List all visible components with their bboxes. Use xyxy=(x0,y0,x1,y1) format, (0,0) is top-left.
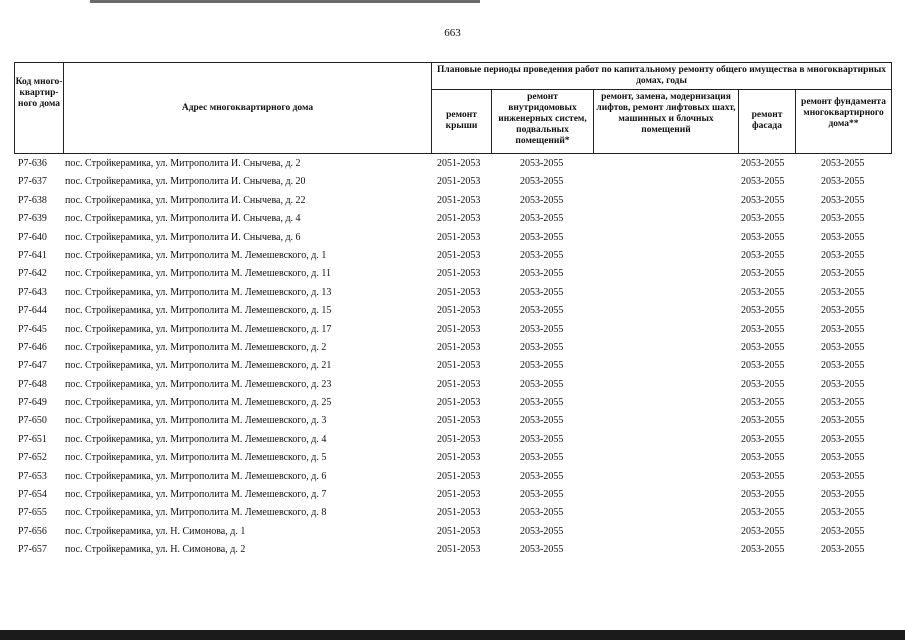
cell-address: пос. Стройкерамика, ул. Митрополита М. Лемешевского, д. 25 xyxy=(65,397,332,409)
table-row xyxy=(14,265,892,283)
cell-roof: 2051-2053 xyxy=(437,341,481,353)
cell-foundation: 2053-2055 xyxy=(821,305,865,317)
cell-code: Р7-651 xyxy=(18,433,47,445)
cell-facade: 2053-2055 xyxy=(741,415,785,427)
cell-roof: 2051-2053 xyxy=(437,158,481,169)
cell-foundation: 2053-2055 xyxy=(821,268,865,280)
cell-code: Р7-641 xyxy=(18,249,47,261)
cell-foundation: 2053-2055 xyxy=(821,158,865,169)
cell-facade: 2053-2055 xyxy=(741,268,785,280)
cell-address: пос. Стройкерамика, ул. Митрополита И. Снычева, д. 6 xyxy=(65,231,301,243)
cell-facade: 2053-2055 xyxy=(741,507,785,519)
cell-engineering: 2053-2055 xyxy=(520,286,564,298)
cell-roof: 2051-2053 xyxy=(437,544,481,556)
cell-engineering: 2053-2055 xyxy=(520,249,564,261)
cell-code: Р7-656 xyxy=(18,525,47,537)
table-row xyxy=(14,504,892,522)
cell-facade: 2053-2055 xyxy=(741,525,785,537)
cell-code: Р7-647 xyxy=(18,360,47,372)
cell-foundation: 2053-2055 xyxy=(821,323,865,335)
cell-code: Р7-637 xyxy=(18,176,47,188)
cell-engineering: 2053-2055 xyxy=(520,507,564,519)
table-row xyxy=(14,155,892,173)
cell-roof: 2051-2053 xyxy=(437,489,481,501)
cell-facade: 2053-2055 xyxy=(741,433,785,445)
cell-facade: 2053-2055 xyxy=(741,489,785,501)
cell-code: Р7-645 xyxy=(18,323,47,335)
cell-roof: 2051-2053 xyxy=(437,433,481,445)
cell-facade: 2053-2055 xyxy=(741,194,785,206)
header-roof: ремонт крыши xyxy=(445,110,478,131)
cell-code: Р7-646 xyxy=(18,341,47,353)
cell-facade: 2053-2055 xyxy=(741,213,785,225)
cell-engineering: 2053-2055 xyxy=(520,341,564,353)
cell-roof: 2051-2053 xyxy=(437,452,481,464)
cell-code: Р7-644 xyxy=(18,305,47,317)
cell-address: пос. Стройкерамика, ул. Митрополита М. Лемешевского, д. 8 xyxy=(65,507,327,519)
table-row xyxy=(14,486,892,504)
cell-code: Р7-650 xyxy=(18,415,47,427)
table-row xyxy=(14,394,892,412)
cell-foundation: 2053-2055 xyxy=(821,415,865,427)
header-engineering: ремонт внутридомовых инженерных систем, подвальных помещений* xyxy=(498,92,587,146)
cell-facade: 2053-2055 xyxy=(741,176,785,188)
cell-address: пос. Стройкерамика, ул. Митрополита М. Лемешевского, д. 13 xyxy=(65,286,332,298)
table-row xyxy=(14,247,892,265)
cell-engineering: 2053-2055 xyxy=(520,470,564,482)
cell-address: пос. Стройкерамика, ул. Митрополита М. Лемешевского, д. 7 xyxy=(65,489,327,501)
page-number: 663 xyxy=(444,27,461,39)
cell-code: Р7-653 xyxy=(18,470,47,482)
table-row xyxy=(14,210,892,228)
cell-roof: 2051-2053 xyxy=(437,213,481,225)
cell-foundation: 2053-2055 xyxy=(821,397,865,409)
table-row xyxy=(14,321,892,339)
cell-facade: 2053-2055 xyxy=(741,397,785,409)
cell-engineering: 2053-2055 xyxy=(520,194,564,206)
table-row xyxy=(14,449,892,467)
cell-code: Р7-642 xyxy=(18,268,47,280)
cell-code: Р7-655 xyxy=(18,507,47,519)
cell-facade: 2053-2055 xyxy=(741,470,785,482)
cell-engineering: 2053-2055 xyxy=(520,176,564,188)
header-lift: ремонт, замена, модернизация лифтов, ремонт лифтовых шахт, машинных и блочных помещений xyxy=(596,92,736,135)
cell-roof: 2051-2053 xyxy=(437,360,481,372)
cell-foundation: 2053-2055 xyxy=(821,360,865,372)
cell-facade: 2053-2055 xyxy=(741,249,785,261)
cell-facade: 2053-2055 xyxy=(741,323,785,335)
table-row xyxy=(14,173,892,191)
cell-engineering: 2053-2055 xyxy=(520,158,564,169)
table-row xyxy=(14,412,892,430)
header-address: Адрес многоквартирного дома xyxy=(181,103,314,113)
cell-address: пос. Стройкерамика, ул. Н. Симонова, д. 1 xyxy=(65,525,246,537)
cell-foundation: 2053-2055 xyxy=(821,213,865,225)
cell-foundation: 2053-2055 xyxy=(821,378,865,390)
header-divider-address xyxy=(431,63,432,154)
cell-address: пос. Стройкерамика, ул. Митрополита М. Лемешевского, д. 23 xyxy=(65,378,332,390)
table-row xyxy=(14,376,892,394)
cell-engineering: 2053-2055 xyxy=(520,268,564,280)
table-row xyxy=(14,357,892,375)
cell-code: Р7-657 xyxy=(18,544,47,556)
cell-roof: 2051-2053 xyxy=(437,415,481,427)
cell-code: Р7-639 xyxy=(18,213,47,225)
cell-code: Р7-643 xyxy=(18,286,47,298)
header-periods: Плановые периоды проведения работ по капитальному ремонту общего имущества в многоквартирных домах, годы xyxy=(437,65,886,86)
cell-roof: 2051-2053 xyxy=(437,194,481,206)
table-row xyxy=(14,192,892,210)
cell-roof: 2051-2053 xyxy=(437,323,481,335)
cell-address: пос. Стройкерамика, ул. Митрополита М. Лемешевского, д. 17 xyxy=(65,323,332,335)
table-row xyxy=(14,302,892,320)
cell-address: пос. Стройкерамика, ул. Митрополита М. Лемешевского, д. 3 xyxy=(65,415,327,427)
cell-engineering: 2053-2055 xyxy=(520,305,564,317)
header-subdivider xyxy=(431,89,892,90)
cell-engineering: 2053-2055 xyxy=(520,433,564,445)
cell-facade: 2053-2055 xyxy=(741,452,785,464)
header-code: Код много-квартир-ного дома xyxy=(15,77,63,109)
cell-engineering: 2053-2055 xyxy=(520,452,564,464)
header-border-right xyxy=(891,63,892,154)
table-row xyxy=(14,541,892,559)
cell-roof: 2051-2053 xyxy=(437,397,481,409)
cell-foundation: 2053-2055 xyxy=(821,433,865,445)
cell-address: пос. Стройкерамика, ул. Митрополита М. Лемешевского, д. 1 xyxy=(65,249,327,261)
table-row xyxy=(14,284,892,302)
header-facade: ремонт фасада xyxy=(751,110,783,131)
cell-facade: 2053-2055 xyxy=(741,378,785,390)
table-row xyxy=(14,229,892,247)
cell-foundation: 2053-2055 xyxy=(821,544,865,556)
cell-address: пос. Стройкерамика, ул. Митрополита М. Лемешевского, д. 4 xyxy=(65,433,327,445)
cell-foundation: 2053-2055 xyxy=(821,231,865,243)
cell-code: Р7-652 xyxy=(18,452,47,464)
cell-address: пос. Стройкерамика, ул. Митрополита М. Лемешевского, д. 15 xyxy=(65,305,332,317)
cell-code: Р7-654 xyxy=(18,489,47,501)
table-body xyxy=(14,155,892,560)
cell-engineering: 2053-2055 xyxy=(520,525,564,537)
table-row xyxy=(14,523,892,541)
cell-roof: 2051-2053 xyxy=(437,305,481,317)
cell-roof: 2051-2053 xyxy=(437,525,481,537)
scan-top-edge xyxy=(90,0,480,3)
cell-engineering: 2053-2055 xyxy=(520,213,564,225)
table-header xyxy=(14,62,892,154)
cell-facade: 2053-2055 xyxy=(741,286,785,298)
cell-roof: 2051-2053 xyxy=(437,176,481,188)
cell-engineering: 2053-2055 xyxy=(520,415,564,427)
cell-address: пос. Стройкерамика, ул. Митрополита М. Лемешевского, д. 2 xyxy=(65,341,327,353)
table-row xyxy=(14,431,892,449)
cell-address: пос. Стройкерамика, ул. Митрополита И. Снычева, д. 20 xyxy=(65,176,306,188)
cell-foundation: 2053-2055 xyxy=(821,341,865,353)
cell-foundation: 2053-2055 xyxy=(821,194,865,206)
cell-engineering: 2053-2055 xyxy=(520,544,564,556)
cell-address: пос. Стройкерамика, ул. Митрополита М. Лемешевского, д. 11 xyxy=(65,268,331,280)
cell-code: Р7-638 xyxy=(18,194,47,206)
cell-engineering: 2053-2055 xyxy=(520,378,564,390)
cell-engineering: 2053-2055 xyxy=(520,360,564,372)
cell-engineering: 2053-2055 xyxy=(520,323,564,335)
cell-address: пос. Стройкерамика, ул. Н. Симонова, д. 2 xyxy=(65,544,246,556)
cell-facade: 2053-2055 xyxy=(741,360,785,372)
cell-foundation: 2053-2055 xyxy=(821,452,865,464)
cell-engineering: 2053-2055 xyxy=(520,397,564,409)
scan-bottom-edge xyxy=(0,630,905,640)
cell-code: Р7-636 xyxy=(18,158,47,169)
cell-address: пос. Стройкерамика, ул. Митрополита И. Снычева, д. 22 xyxy=(65,194,306,206)
cell-roof: 2051-2053 xyxy=(437,470,481,482)
cell-address: пос. Стройкерамика, ул. Митрополита М. Лемешевского, д. 5 xyxy=(65,452,327,464)
cell-roof: 2051-2053 xyxy=(437,286,481,298)
cell-facade: 2053-2055 xyxy=(741,341,785,353)
cell-address: пос. Стройкерамика, ул. Митрополита М. Лемешевского, д. 6 xyxy=(65,470,327,482)
cell-foundation: 2053-2055 xyxy=(821,249,865,261)
cell-foundation: 2053-2055 xyxy=(821,176,865,188)
cell-engineering: 2053-2055 xyxy=(520,231,564,243)
cell-roof: 2051-2053 xyxy=(437,378,481,390)
cell-foundation: 2053-2055 xyxy=(821,525,865,537)
cell-code: Р7-649 xyxy=(18,397,47,409)
cell-address: пос. Стройкерамика, ул. Митрополита М. Лемешевского, д. 21 xyxy=(65,360,332,372)
cell-foundation: 2053-2055 xyxy=(821,470,865,482)
cell-roof: 2051-2053 xyxy=(437,249,481,261)
cell-foundation: 2053-2055 xyxy=(821,286,865,298)
cell-foundation: 2053-2055 xyxy=(821,507,865,519)
cell-roof: 2051-2053 xyxy=(437,268,481,280)
cell-roof: 2051-2053 xyxy=(437,231,481,243)
cell-facade: 2053-2055 xyxy=(741,305,785,317)
cell-facade: 2053-2055 xyxy=(741,158,785,169)
cell-facade: 2053-2055 xyxy=(741,544,785,556)
cell-roof: 2051-2053 xyxy=(437,507,481,519)
cell-address: пос. Стройкерамика, ул. Митрополита И. Снычева, д. 2 xyxy=(65,158,301,169)
cell-address: пос. Стройкерамика, ул. Митрополита И. Снычева, д. 4 xyxy=(65,213,301,225)
table-row xyxy=(14,468,892,486)
header-foundation: ремонт фундамента многоквартирного дома** xyxy=(801,97,886,129)
cell-code: Р7-640 xyxy=(18,231,47,243)
table-row xyxy=(14,339,892,357)
cell-facade: 2053-2055 xyxy=(741,231,785,243)
cell-code: Р7-648 xyxy=(18,378,47,390)
cell-engineering: 2053-2055 xyxy=(520,489,564,501)
cell-foundation: 2053-2055 xyxy=(821,489,865,501)
